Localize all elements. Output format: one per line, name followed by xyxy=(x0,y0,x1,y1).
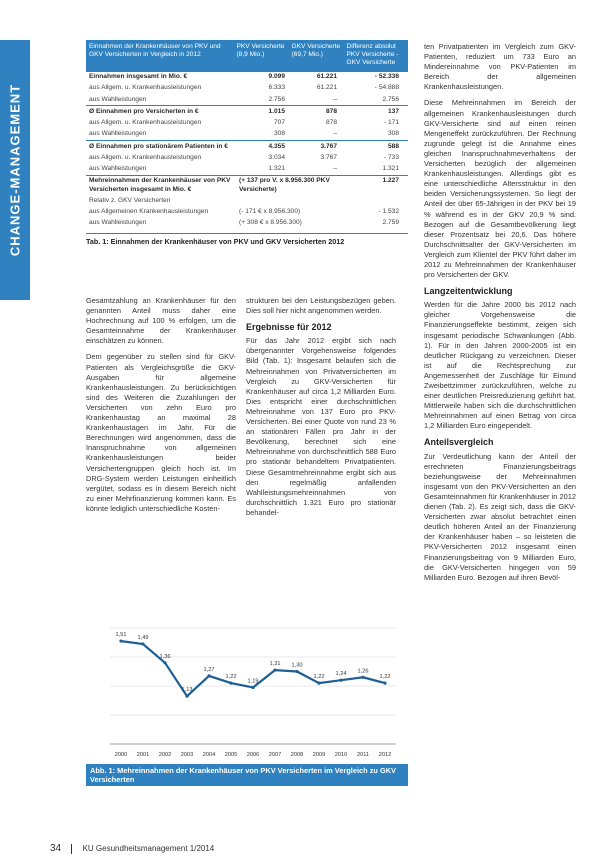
section-heading: Langzeitentwicklung xyxy=(424,286,513,297)
table-header-cell: PKV Versicherte (8,9 Mio.) xyxy=(236,43,285,59)
table-cell: - 1.532 xyxy=(378,208,399,216)
table-cell: 9.099 xyxy=(268,73,285,81)
x-tick-label: 2012 xyxy=(378,752,392,758)
x-tick-label: 2011 xyxy=(356,752,370,758)
x-tick-label: 2007 xyxy=(268,752,282,758)
table-row xyxy=(86,71,408,83)
table-cell: 137 xyxy=(387,107,399,115)
table-body xyxy=(86,71,408,229)
table-row xyxy=(86,118,408,129)
journal-name: KU Gesundheitsmanagement 1/2014 xyxy=(82,844,215,853)
table-row xyxy=(86,218,408,229)
page-number: 34 xyxy=(50,843,62,854)
data-point xyxy=(119,639,122,642)
paragraph: strukturen bei den Leistungsbezügen geben. Dies soll hier nicht angenommen werden. xyxy=(246,296,396,316)
data-label: 1,13 xyxy=(181,687,193,694)
table-cell: – xyxy=(333,130,337,138)
table-cell: (+ 308 € x 8.956.300) xyxy=(239,219,302,227)
table-cell: 1.321 xyxy=(268,165,285,173)
data-point xyxy=(141,642,144,645)
text-column-3 xyxy=(424,42,576,589)
x-tick-label: 2010 xyxy=(334,752,348,758)
table-row xyxy=(86,152,408,163)
table-cell: - 54.888 xyxy=(374,84,399,92)
table-cell: - 52.336 xyxy=(374,73,399,81)
revenue-table xyxy=(86,40,408,246)
table-cell: – xyxy=(333,165,337,173)
data-label: 1,22 xyxy=(313,674,325,681)
x-tick-label: 2003 xyxy=(180,752,194,758)
table-cell: Einnahmen insgesamt in Mio. € xyxy=(89,73,188,81)
data-point xyxy=(229,682,232,685)
chart-svg xyxy=(86,620,408,762)
table-caption: Tab. 1: Einnahmen der Krankenhäuser von PKV und GKV Versicherten 2012 xyxy=(86,233,408,246)
table-cell: aus Wahlleistungen xyxy=(89,130,147,138)
paragraph: Diese Mehreinnahmen im Bereich der allgemeinen Krankenhausleistungen durch GKV-Versicherte sind auf einen reinen Mengeneffekt zurückzuführen. Der Rechnung zugrunde gelegt ist die Annahme eines gleichen Inanspruchnahmeverhaltens der Versicherten bezüglich der allgemeinen Krankenhausleistungen. Allerdings gibt es eine unterschiedliche Altersstruktur in den beiden Versicherungssystemen. So liegt der Anteil der über 65-Jährigen in der PKV bei 19 % während es in der GKV 20,9 % sind. Bezogen auf die Gesamtbevölkerung liegt dieser Prozentsatz bei 20,6. Das höhere Durchschnittsalter der GKV-Versicherten im Vergleich zum Klientel der PKV führt daher im 2012 zu Mehreinnahmen der Krankenhäuser pro Versicherten der GKV. xyxy=(424,98,576,280)
table-row xyxy=(86,164,408,175)
data-point xyxy=(207,674,210,677)
table-cell: 1.321 xyxy=(382,165,399,173)
table-cell: aus Allgem. u. Krankenhausleistungen xyxy=(89,119,202,127)
table-cell: 878 xyxy=(325,107,337,115)
chart-caption: Abb. 1: Mehreinnahmen der Krankenhäuser von PKV Versicherten im Vergleich zu GKV Versicherten xyxy=(86,764,408,786)
data-label: 1,22 xyxy=(379,674,391,681)
table-cell: Relativ z. GKV Versicherten xyxy=(89,196,171,204)
paragraph: Werden für die Jahre 2000 bis 2012 nach gleicher Vorgehensweise die Finanzierungseffekte bestimmt, zeigen sich insgesamt periodische Schwankungen (Abb. 1). Für in den Jahren 2000-2005 ist ein deutlicher Rückgang zu verzeichnen. Dieser ist auf die Rechtsprechung zur Angemessenheit der Zuschläge für Einund Zweibettzimmer zurückzuführen, welche zu einer deutlichen Preisreduzierung geführt hat. Mittlerweile haben sich die durchschnittlichen Mehreinnahmen auf einen Betrag von circa 1,2 Milliarden Euro eingependelt. xyxy=(424,300,576,431)
data-label: 1,26 xyxy=(357,668,369,675)
table-row xyxy=(86,175,408,195)
table-row xyxy=(86,207,408,218)
table-cell: 2.756 xyxy=(382,95,399,103)
x-tick-label: 2008 xyxy=(290,752,304,758)
text-column-1 xyxy=(86,296,236,520)
table-cell: 1.015 xyxy=(268,107,285,115)
section-side-tab xyxy=(0,40,30,300)
data-point xyxy=(163,661,166,664)
line-chart xyxy=(86,620,408,782)
data-label: 1,31 xyxy=(269,661,281,668)
table-cell: 3.034 xyxy=(268,153,285,161)
table-cell: – xyxy=(333,95,337,103)
data-point xyxy=(361,676,364,679)
data-label: 1,49 xyxy=(137,634,149,641)
paragraph: Zur Verdeutlichung kann der Anteil der errechneten Finanzierungsbeitrags beziehungsweise der Mehreinnahmen insgesamt von den PKV-Versicherten an den Gesamteinnahmen für Krankenhäuser in 2012 dienen (Tab. 2). Es zeigt sich, dass die GKV-Versicherten zwar absolut betrachtet einen deutlich höheren Anteil an der Finanzierung der Krankenhäuser haben – so leisteten die PKV-Versicherten 2012 insgesamt einen Finanzierungsbeitrag von 9 Milliarden Euro, die GKV-Versicherten hingegen von 59 Milliarden Euro. Bezogen auf ihren Bevöl- xyxy=(424,451,576,582)
table-row xyxy=(86,140,408,152)
table-cell: 308 xyxy=(273,130,285,138)
table-row xyxy=(86,94,408,105)
table-cell: 308 xyxy=(387,130,399,138)
table-cell: (- 171 € x 8.956.300) xyxy=(239,208,301,216)
table-cell: aus Wahlleistungen xyxy=(89,165,147,173)
x-tick-label: 2001 xyxy=(136,752,150,758)
section-heading: Anteilsvergleich xyxy=(424,437,494,448)
table-row xyxy=(86,105,408,117)
table-cell: 3.767 xyxy=(320,142,337,150)
data-point xyxy=(273,668,276,671)
table-cell: 6.333 xyxy=(268,84,285,92)
data-label: 1,27 xyxy=(203,666,215,673)
table-cell: 2.759 xyxy=(382,219,399,227)
x-tick-label: 2002 xyxy=(158,752,172,758)
table-cell: 4.355 xyxy=(268,142,285,150)
data-label: 1,36 xyxy=(159,653,171,660)
table-cell: aus Allgem. u. Krankenhausleistungen xyxy=(89,153,202,161)
table-cell: 2.756 xyxy=(268,95,285,103)
data-label: 1,51 xyxy=(115,632,127,639)
table-cell: Ø Einnahmen pro stationärem Patienten in € xyxy=(89,142,228,150)
table-header-cell: Differenz absolut PKV Versicherte - GKV Versicherte xyxy=(346,43,399,67)
table-cell: aus Allgem. u. Krankenhausleistungen xyxy=(89,84,202,92)
section-heading: Ergebnisse für 2012 xyxy=(246,322,332,333)
table-cell: 61.221 xyxy=(316,84,337,92)
data-point xyxy=(339,679,342,682)
data-point xyxy=(317,682,320,685)
paragraph: Gesamtzahlung an Krankenhäuser für den genannten Anteil muss daher eine Hochrechnung auf 100 % erfolgen, um die Gesamteinnahme der Krankenhäuser einschätzen zu können. xyxy=(86,296,236,346)
table-cell: - 171 xyxy=(383,119,399,127)
x-tick-label: 2006 xyxy=(246,752,260,758)
table-cell: aus Wahlleistungen xyxy=(89,95,147,103)
table-cell: Mehreinnahmen der Krankenhäuser von PKV Versicherten insgesamt in Mio. € xyxy=(89,177,231,193)
x-tick-label: 2000 xyxy=(114,752,128,758)
table-cell: aus Allgemeinen Krankenhausleistungen xyxy=(89,208,209,216)
paragraph: Dem gegenüber zu stellen sind für GKV-Patienten als Vergleichsgröße die GKV-Ausgaben für allgemeine Krankenhausleistungen. Zu berücksichtigen sind des Weiteren die Zuzahlungen der Versicherten von zehn Euro pro Krankenhaustag an maximal 28 Krankenhaustagen im Jahr. Für die Berechnungen wird angenommen, dass die Inanspruchnahme von allgemeinen Krankenhausleistungen beider Versichertengruppen gleich hoch ist. Im DRG-System werden Leistungen einheitlich vergütet, sodass es in diesem Bereich nicht zu einer Mehrfinanzierung kommen kann. Es könnte lediglich unterschiedliche Kosten- xyxy=(86,352,236,513)
data-point xyxy=(251,686,254,689)
table-cell: 588 xyxy=(387,142,399,150)
data-label: 1,24 xyxy=(335,671,347,678)
table-row xyxy=(86,83,408,94)
page-footer xyxy=(50,843,214,854)
table-row xyxy=(86,129,408,140)
table-cell: 878 xyxy=(325,119,337,127)
table-cell: aus Wahlleistungen xyxy=(89,219,147,227)
table-cell: 707 xyxy=(273,119,285,127)
paragraph: Für das Jahr 2012 ergibt sich nach übergenannter Vorgehensweise folgendes Bild (Tab. 1): Insgesamt belaufen sich die Mehreinnahmen von Privatversicherten im Vergleich zu GKV-Versicherten für Krankenhäuser auf circa 1,2 Milliarden Euro. Dies entspricht einer durchschnittlichen Mehreinnahme von 137 Euro pro PKV-Versicherten. Bei einer Quote von rund 23 % an stationären Fällen pro Jahr in der Bevölkerung, berechnet sich eine Mehreinnahme von durchschnittlich 588 Euro pro stationär behandeltem Privatpatienten. Diese Gesamtmehreinnahme ergibt sich aus den regelmäßig anfallenden Wahlleistungsmehreinnahmen von durchschnittlich 1.321 Euro pro stationär behandel- xyxy=(246,336,396,517)
data-label: 1,19 xyxy=(247,678,259,685)
table-header xyxy=(86,40,408,71)
section-side-tab-label: CHANGE-MANAGEMENT xyxy=(7,83,23,257)
table-cell: Ø Einnahmen pro Versicherten in € xyxy=(89,107,199,115)
x-tick-label: 2009 xyxy=(312,752,326,758)
table-cell: (+ 137 pro V. x 8.956.300 PKV Versicherte) xyxy=(239,177,330,193)
table-row xyxy=(86,195,408,206)
data-point xyxy=(295,670,298,673)
data-point xyxy=(185,695,188,698)
table-cell: - 733 xyxy=(383,153,399,161)
text-column-2 xyxy=(246,296,396,524)
paragraph: ten Privatpatienten im Vergleich zum GKV-Patienten, reduziert um 733 Euro an Mindereinnahme von PKV-Patienten im Bereich der allgemeinen Krankenhausleistungen. xyxy=(424,42,576,92)
table-cell: 1.227 xyxy=(382,177,399,185)
table-header-cell: Einnahmen der Krankenhäuser von PKV und GKV Versicherten in Vergleich in 2012 xyxy=(89,43,221,59)
table-header-cell: GKV Versicherte (69,7 Mio.) xyxy=(291,43,341,59)
x-tick-label: 2004 xyxy=(202,752,216,758)
data-point xyxy=(383,682,386,685)
data-label: 1,22 xyxy=(225,674,237,681)
table-cell: 3.767 xyxy=(320,153,337,161)
data-label: 1,30 xyxy=(291,662,303,669)
table-cell: 61.221 xyxy=(316,73,337,81)
x-tick-label: 2005 xyxy=(224,752,238,758)
footer-separator xyxy=(71,844,72,854)
